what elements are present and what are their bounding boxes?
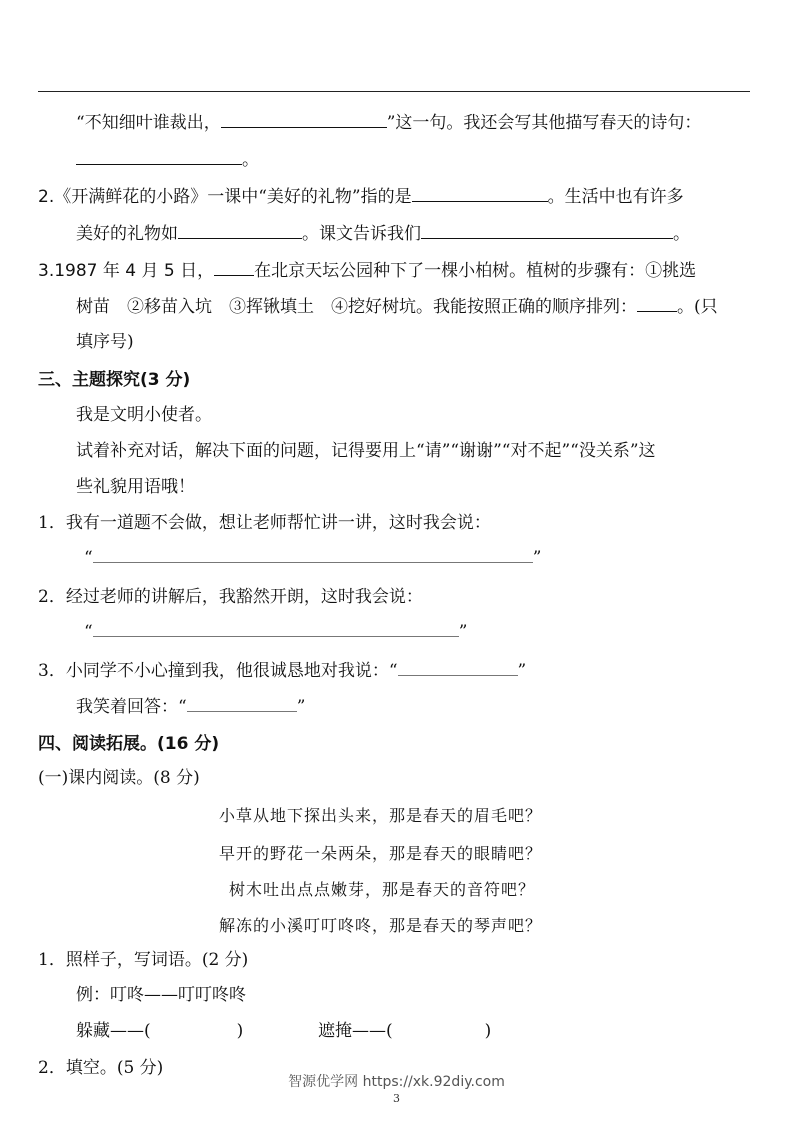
section-4-title: 四、阅读拓展。(16 分) (38, 734, 220, 754)
answer-blank[interactable] (398, 661, 518, 676)
example-text: 例：叮咚——叮叮咚咚 (76, 985, 246, 1005)
section-3-instruction-cont: 些礼貌用语哦！ (76, 477, 195, 497)
answer-blank[interactable] (93, 548, 533, 563)
text: 我笑着回答：“ (76, 697, 187, 717)
close-paren: ) (484, 1021, 492, 1041)
page-number: 3 (393, 1092, 400, 1105)
question-number: 3. (38, 261, 55, 281)
section-3-item-2: 2．经过老师的讲解后，我豁然开朗，这时我会说： (38, 587, 423, 607)
answer-blank[interactable] (412, 187, 548, 202)
text: 。(只 (677, 297, 718, 317)
close-quote: ” (458, 622, 468, 642)
text: “不知细叶谁裁出， (76, 113, 221, 133)
question-2-line2 (76, 224, 690, 244)
question-2 (38, 187, 684, 207)
question-number: 2. (38, 187, 55, 207)
answer-blank[interactable] (421, 224, 673, 239)
answer-blank[interactable] (76, 150, 242, 165)
text: 美好的礼物如 (76, 224, 178, 244)
text: 3．小同学不小心撞到我，他很诚恳地对我说：“ (38, 661, 398, 681)
section-4-question-1: 1．照样子，写词语。(2 分) (38, 950, 249, 970)
question-3-line2 (76, 297, 718, 317)
section-3-item-1: 1．我有一道题不会做，想让老师帮忙讲一讲，这时我会说： (38, 513, 491, 533)
poem-line-question (76, 113, 701, 133)
section-3-item-3-reply (76, 697, 305, 717)
section-3-title: 三、主题探究(3 分) (38, 370, 191, 390)
header-rule (38, 91, 750, 92)
answer-blank[interactable] (214, 261, 254, 276)
word-item-2 (318, 1021, 491, 1041)
answer-blank[interactable] (187, 697, 297, 712)
text: ”这一句。我还会写其他描写春天的诗句： (386, 113, 702, 133)
section-4-subtitle: (一)课内阅读。(8 分) (38, 768, 200, 788)
text: 。课文告诉我们 (302, 224, 421, 244)
word-item-1 (76, 1021, 243, 1041)
section-4-question-2: 2．填空。(5 分) (38, 1058, 164, 1078)
poem-line: 树木吐出点点嫩芽，那是春天的音符吧？ (229, 880, 536, 899)
text: 。 (242, 150, 259, 170)
poem-line: 早开的野花一朵两朵，那是春天的眼睛吧？ (219, 844, 543, 863)
question-3 (38, 261, 696, 281)
close-quote: ” (517, 661, 527, 681)
close-quote: ” (532, 548, 542, 568)
answer-blank[interactable] (178, 224, 302, 239)
poem-line-answer (76, 150, 259, 170)
answer-blank[interactable] (93, 622, 459, 637)
text: 。生活中也有许多 (547, 187, 684, 207)
text: 躲藏——( (76, 1021, 151, 1041)
section-3-item-2-answer (84, 622, 467, 642)
section-3-item-3 (38, 661, 526, 681)
text: 遮掩——( (318, 1021, 393, 1041)
text: 1987 年 4 月 5 日， (54, 261, 215, 281)
open-quote: “ (84, 548, 93, 568)
text: 树苗 ②移苗入坑 ③挥锹填土 ④挖好树坑。我能按照正确的顺序排列： (76, 297, 637, 317)
text: 填序号) (76, 332, 134, 352)
open-quote: “ (84, 622, 93, 642)
text: 在北京天坛公园种下了一棵小柏树。植树的步骤有：①挑选 (254, 261, 697, 281)
answer-blank[interactable] (637, 297, 677, 312)
question-3-line3 (76, 332, 134, 352)
section-3-intro: 我是文明小使者。 (76, 405, 212, 425)
close-quote: ” (296, 697, 306, 717)
text: 。 (673, 224, 690, 244)
section-3-item-1-answer (84, 548, 541, 568)
poem-line: 解冻的小溪叮叮咚咚，那是春天的琴声吧？ (219, 916, 543, 935)
section-3-instruction: 试着补充对话，解决下面的问题，记得要用上“请”“谢谢”“对不起”“没关系”这 (76, 441, 656, 461)
footer-watermark: 智源优学网 https://xk.92diy.com (288, 1074, 505, 1090)
close-paren: ) (236, 1021, 244, 1041)
text: 《开满鲜花的小路》一课中“美好的礼物”指的是 (54, 187, 412, 207)
answer-blank[interactable] (221, 113, 387, 128)
poem-line: 小草从地下探出头来，那是春天的眉毛吧？ (219, 806, 543, 825)
